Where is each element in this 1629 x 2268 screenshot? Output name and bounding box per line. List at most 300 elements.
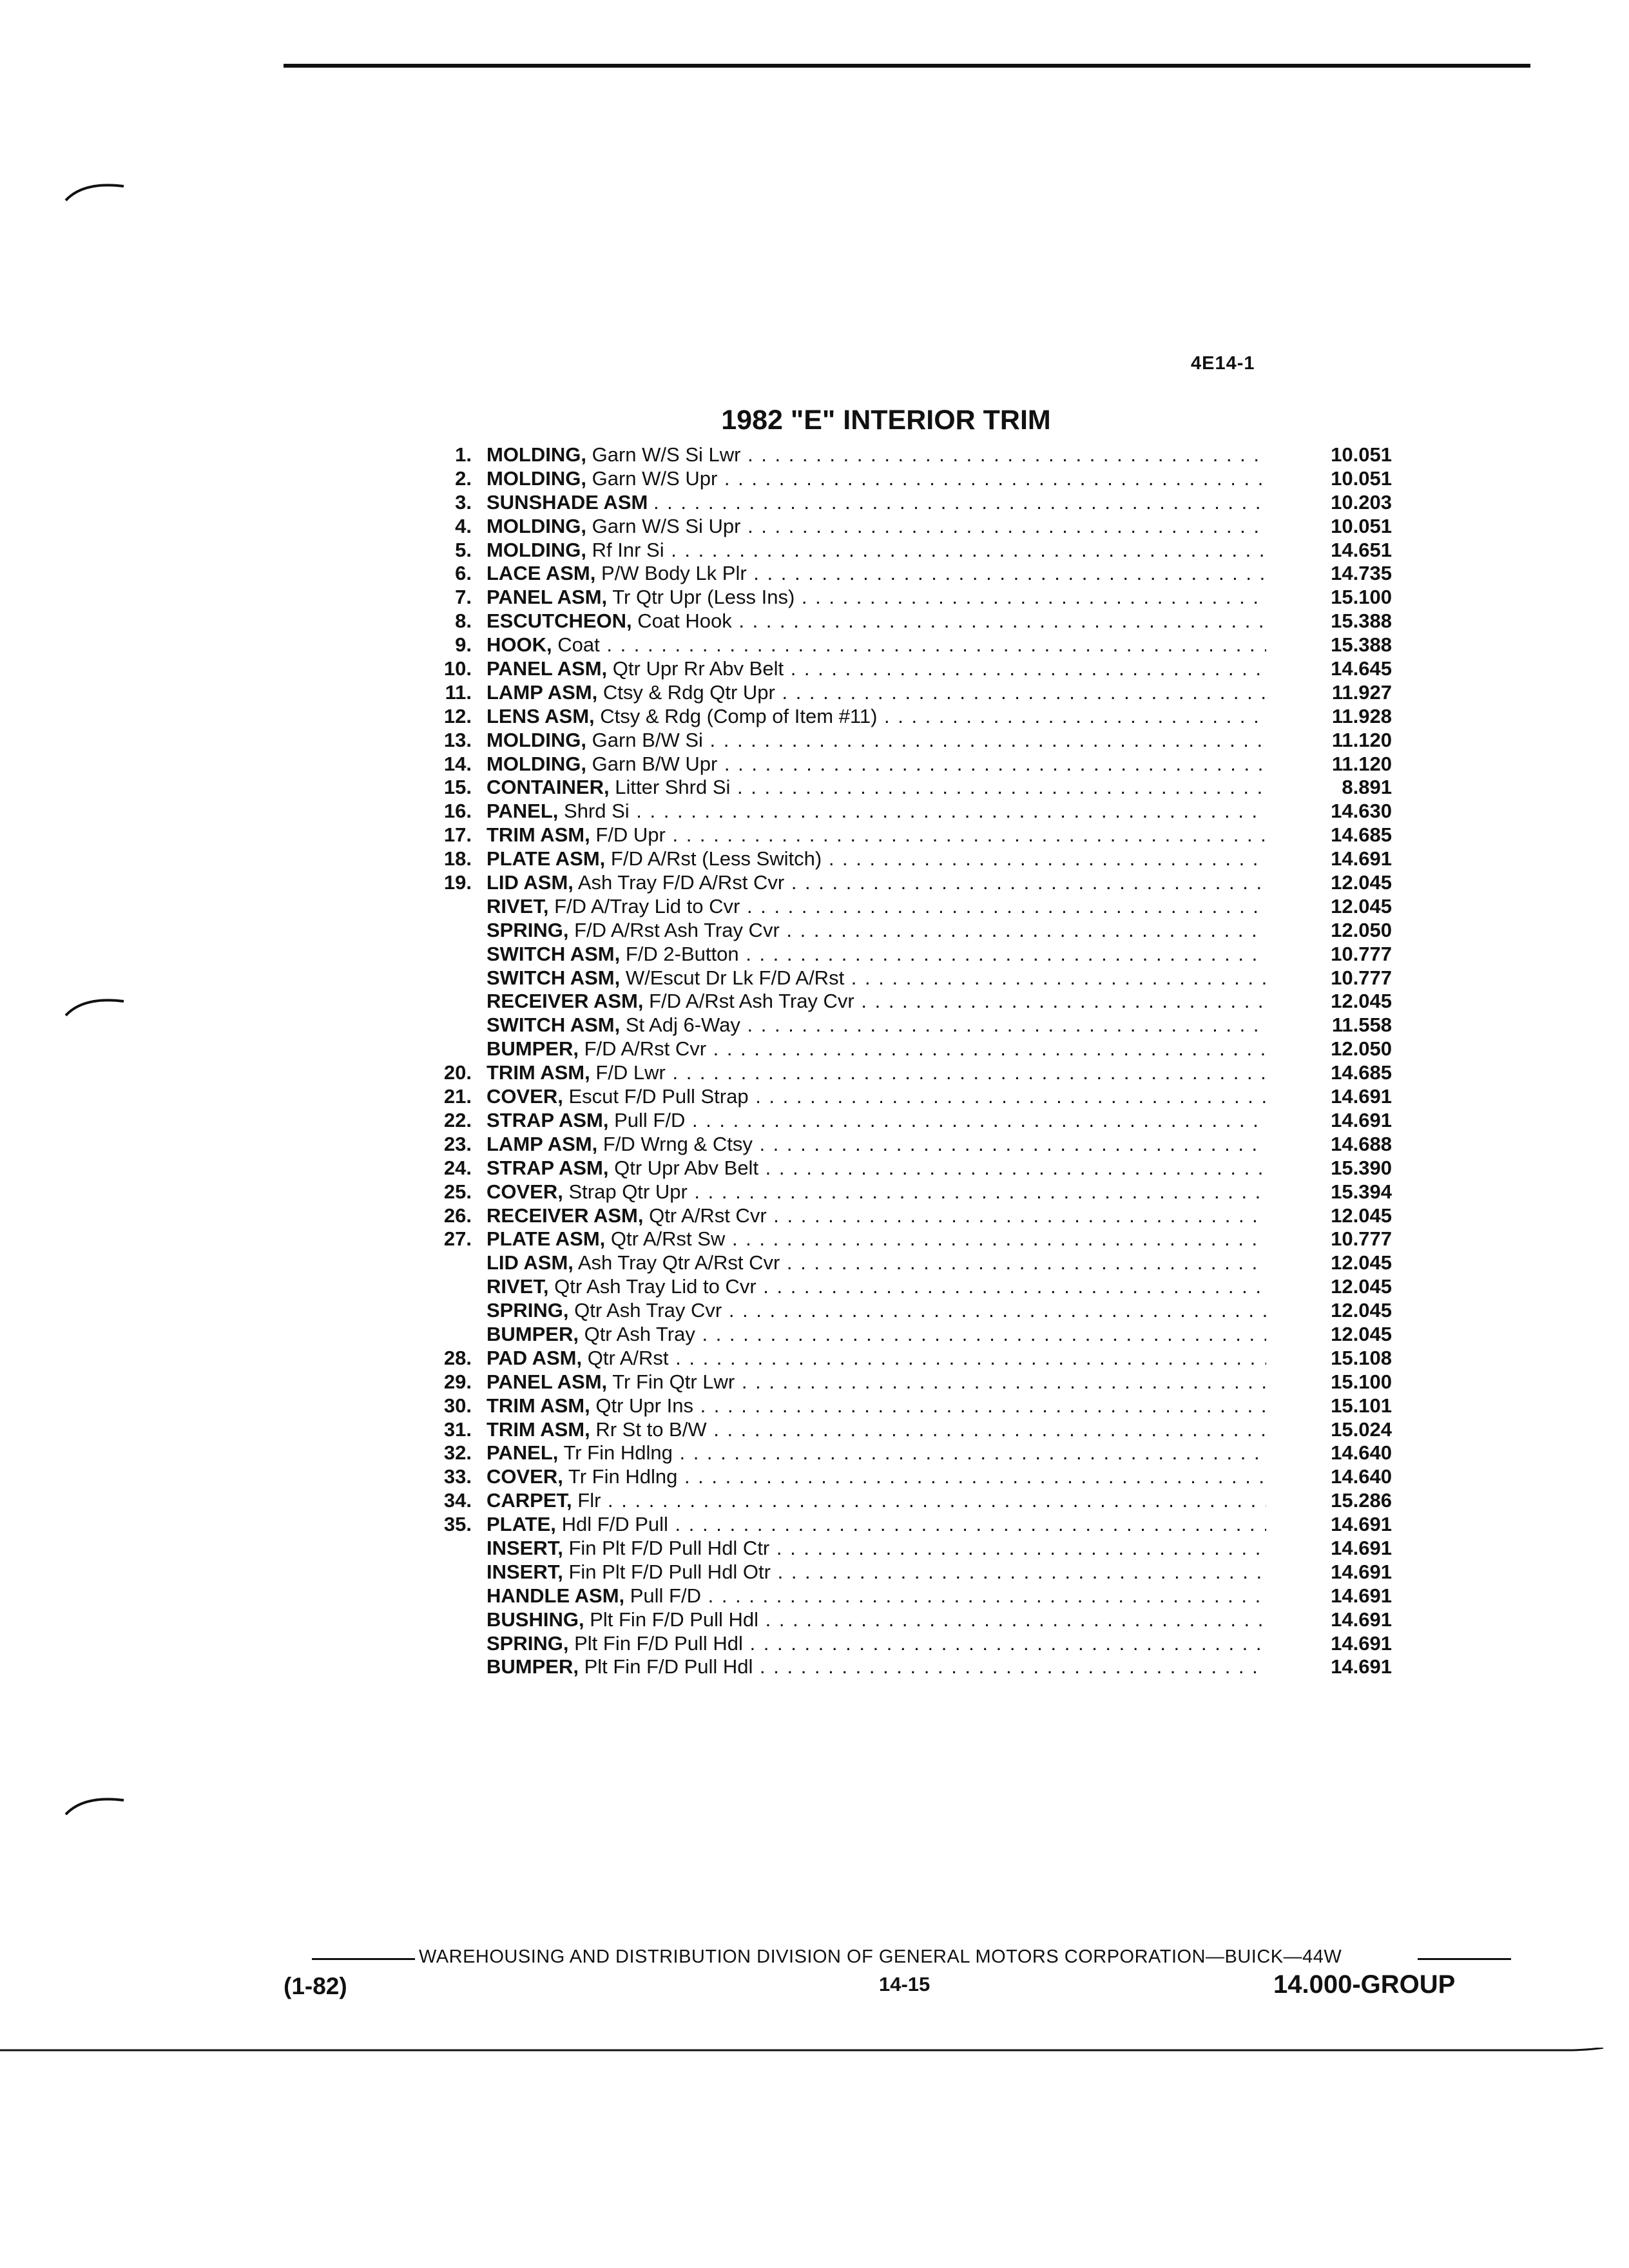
part-detail: F/D A/Rst Cvr — [584, 1037, 707, 1061]
part-name: PLATE ASM, — [487, 1227, 606, 1251]
part-detail: Garn B/W Si — [592, 728, 703, 751]
part-row — [412, 1061, 1392, 1085]
part-description — [487, 990, 1266, 1014]
part-name: PANEL, — [487, 800, 559, 823]
part-description — [487, 753, 1266, 776]
part-description — [487, 1655, 1266, 1679]
part-row — [412, 1489, 1392, 1513]
part-name: SWITCH ASM, — [487, 1014, 621, 1037]
part-description — [487, 1251, 1266, 1275]
part-row — [412, 681, 1392, 705]
part-name: INSERT, — [487, 1560, 563, 1583]
group-number: 14.691 — [1331, 1085, 1392, 1108]
item-number: 35. — [443, 1513, 472, 1536]
part-name: PANEL ASM, — [487, 1370, 608, 1393]
part-name: BUMPER, — [487, 1655, 579, 1678]
footer-rule-left — [312, 1958, 415, 1960]
part-detail: Coat — [557, 633, 600, 657]
part-name: CARPET, — [487, 1489, 572, 1512]
item-number: 3. — [455, 490, 472, 514]
group-number: 11.928 — [1331, 704, 1392, 727]
part-row — [412, 871, 1392, 895]
part-row — [412, 1465, 1392, 1489]
part-row — [412, 990, 1392, 1014]
part-row — [412, 943, 1392, 966]
part-detail: Fin Plt F/D Pull Hdl Ctr — [568, 1536, 770, 1559]
group-number: 10.777 — [1331, 966, 1392, 989]
part-detail: F/D Wrng & Ctsy — [602, 1132, 753, 1155]
group-number: 12.045 — [1331, 871, 1392, 894]
part-row — [412, 657, 1392, 681]
part-row — [412, 1561, 1392, 1584]
group-number: 15.100 — [1331, 1370, 1392, 1393]
part-name: PAD ASM, — [487, 1346, 583, 1369]
footer-rule-right — [1418, 1958, 1511, 1960]
part-detail: Strap Qtr Upr — [568, 1180, 688, 1203]
group-number: 12.050 — [1331, 918, 1392, 941]
part-row — [412, 586, 1392, 610]
part-row — [412, 705, 1392, 729]
item-number: 34. — [443, 1489, 472, 1512]
part-detail: Plt Fin F/D Pull Hdl — [584, 1655, 753, 1678]
part-detail: Escut F/D Pull Strap — [568, 1085, 749, 1108]
group-number: 14.645 — [1331, 657, 1392, 680]
part-detail: F/D 2-Button — [625, 942, 739, 965]
part-description — [487, 943, 1266, 966]
group-number: 14.691 — [1331, 847, 1392, 870]
part-name: CONTAINER, — [487, 776, 610, 799]
part-detail: W/Escut Dr Lk F/D A/Rst — [625, 966, 845, 989]
item-number: 16. — [443, 800, 472, 823]
group-number: 14.685 — [1331, 1061, 1392, 1084]
part-detail: Qtr Upr Abv Belt — [614, 1156, 759, 1179]
binder-hole-mark-bottom — [64, 1791, 129, 1817]
group-number: 11.120 — [1331, 752, 1392, 775]
group-number: 11.927 — [1331, 680, 1392, 704]
part-row — [412, 1275, 1392, 1299]
group-number: 14.640 — [1331, 1465, 1392, 1488]
part-row — [412, 776, 1392, 800]
item-number: 25. — [443, 1180, 472, 1203]
part-detail: Ash Tray Qtr A/Rst Cvr — [577, 1251, 780, 1274]
group-number: 11.558 — [1331, 1014, 1392, 1037]
part-description — [487, 1370, 1266, 1394]
part-description — [487, 1347, 1266, 1370]
part-row — [412, 729, 1392, 753]
item-number: 21. — [443, 1085, 472, 1108]
part-name: HANDLE ASM, — [487, 1584, 625, 1607]
part-row — [412, 515, 1392, 539]
part-detail: Tr Fin Hdlng — [568, 1465, 678, 1488]
group-number: 15.390 — [1331, 1156, 1392, 1179]
item-number: 7. — [455, 586, 472, 609]
part-name: RIVET, — [487, 894, 549, 918]
part-description — [487, 729, 1266, 753]
group-number: 12.045 — [1331, 990, 1392, 1013]
page-title: 1982 "E" INTERIOR TRIM — [721, 405, 1051, 436]
part-name: MOLDING, — [487, 538, 586, 561]
part-row — [412, 1537, 1392, 1561]
part-name: BUSHING, — [487, 1608, 584, 1631]
part-detail: Ctsy & Rdg Qtr Upr — [602, 680, 775, 704]
group-number: 14.735 — [1331, 562, 1392, 585]
part-detail: Pull F/D — [630, 1584, 701, 1607]
part-row — [412, 1227, 1392, 1251]
part-detail: Shrd Si — [564, 800, 630, 823]
part-row — [412, 1133, 1392, 1157]
part-name: BUMPER, — [487, 1037, 579, 1061]
part-detail: Qtr Ash Tray — [584, 1322, 695, 1345]
part-row — [412, 467, 1392, 491]
part-row — [412, 443, 1392, 467]
part-description — [487, 847, 1266, 871]
part-row — [412, 633, 1392, 657]
footer-page-number: 14-15 — [879, 1973, 930, 1995]
part-row — [412, 895, 1392, 919]
part-description — [487, 610, 1266, 633]
part-description — [487, 919, 1266, 943]
part-row — [412, 847, 1392, 871]
group-number: 8.891 — [1342, 776, 1392, 799]
part-name: PANEL, — [487, 1441, 559, 1465]
part-name: COVER, — [487, 1180, 563, 1203]
part-detail: Garn W/S Upr — [592, 466, 718, 490]
part-description — [487, 1441, 1266, 1465]
item-number: 6. — [455, 562, 472, 585]
part-row — [412, 539, 1392, 562]
item-number: 29. — [443, 1370, 472, 1393]
group-number: 14.691 — [1331, 1631, 1392, 1655]
footer-date: (1-82) — [284, 1973, 347, 1999]
part-description — [487, 895, 1266, 919]
part-description — [487, 1109, 1266, 1133]
group-number: 10.203 — [1331, 490, 1392, 514]
group-number: 15.024 — [1331, 1418, 1392, 1441]
part-name: TRIM ASM, — [487, 1418, 590, 1441]
group-number: 12.045 — [1331, 1322, 1392, 1345]
group-number: 15.100 — [1331, 586, 1392, 609]
part-description — [487, 1037, 1266, 1061]
part-description — [487, 1537, 1266, 1561]
item-number: 33. — [443, 1465, 472, 1488]
part-name: MOLDING, — [487, 514, 586, 537]
group-number: 15.108 — [1331, 1346, 1392, 1369]
part-row — [412, 1180, 1392, 1204]
part-name: SPRING, — [487, 1631, 569, 1655]
group-number: 12.045 — [1331, 894, 1392, 918]
part-name: RIVET, — [487, 1275, 549, 1298]
part-row — [412, 1085, 1392, 1109]
part-detail: Garn W/S Si Upr — [592, 514, 741, 537]
group-number: 10.051 — [1331, 514, 1392, 537]
part-row — [412, 1157, 1392, 1180]
part-name: ESCUTCHEON, — [487, 610, 632, 633]
item-number: 1. — [455, 443, 472, 466]
part-description — [487, 823, 1266, 847]
item-number: 8. — [455, 610, 472, 633]
part-detail: Qtr A/Rst — [587, 1346, 669, 1369]
part-row — [412, 562, 1392, 586]
item-number: 18. — [443, 847, 472, 870]
part-description — [487, 871, 1266, 895]
part-detail: Coat Hook — [637, 610, 732, 633]
group-number: 14.651 — [1331, 538, 1392, 561]
item-number: 20. — [443, 1061, 472, 1084]
part-detail: Tr Fin Hdlng — [563, 1441, 673, 1465]
part-row — [412, 1109, 1392, 1133]
part-description — [487, 1133, 1266, 1157]
part-detail: Rr St to B/W — [595, 1418, 707, 1441]
group-number: 12.045 — [1331, 1204, 1392, 1227]
item-number: 31. — [443, 1418, 472, 1441]
part-description — [487, 681, 1266, 705]
part-name: RECEIVER ASM, — [487, 1204, 644, 1227]
part-name: PANEL ASM, — [487, 657, 608, 680]
part-detail: Tr Qtr Upr (Less Ins) — [612, 586, 795, 609]
part-description — [487, 1014, 1266, 1037]
item-number: 28. — [443, 1346, 472, 1369]
part-detail: Pull F/D — [614, 1108, 686, 1131]
group-number: 14.691 — [1331, 1536, 1392, 1559]
part-row — [412, 1584, 1392, 1608]
part-detail: F/D Upr — [595, 823, 666, 847]
part-detail: Qtr A/Rst Cvr — [649, 1204, 767, 1227]
group-number: 11.120 — [1331, 728, 1392, 751]
part-detail: St Adj 6-Way — [625, 1014, 740, 1037]
part-row — [412, 753, 1392, 776]
item-number: 14. — [443, 752, 472, 775]
part-detail: Qtr A/Rst Sw — [610, 1227, 726, 1251]
group-number: 14.691 — [1331, 1560, 1392, 1583]
part-name: SPRING, — [487, 918, 569, 941]
part-row — [412, 1608, 1392, 1632]
group-number: 12.050 — [1331, 1037, 1392, 1061]
part-name: MOLDING, — [487, 752, 586, 775]
group-number: 14.691 — [1331, 1513, 1392, 1536]
item-number: 13. — [443, 728, 472, 751]
part-description — [487, 1584, 1266, 1608]
group-number: 14.688 — [1331, 1132, 1392, 1155]
group-number: 14.640 — [1331, 1441, 1392, 1465]
header-rule — [284, 64, 1530, 68]
part-description — [487, 515, 1266, 539]
item-number: 11. — [445, 680, 472, 704]
part-detail: Ash Tray F/D A/Rst Cvr — [577, 871, 785, 894]
part-description — [487, 1418, 1266, 1442]
group-number: 15.286 — [1331, 1489, 1392, 1512]
group-number: 14.685 — [1331, 823, 1392, 847]
part-row — [412, 1323, 1392, 1347]
page-code: 4E14-1 — [1191, 353, 1255, 374]
part-detail: Ctsy & Rdg (Comp of Item #11) — [600, 704, 878, 727]
item-number: 2. — [455, 466, 472, 490]
part-detail: Flr — [577, 1489, 601, 1512]
group-number: 12.045 — [1331, 1299, 1392, 1322]
part-name: MOLDING, — [487, 443, 586, 466]
part-row — [412, 823, 1392, 847]
part-row — [412, 610, 1392, 633]
part-row — [412, 1347, 1392, 1370]
part-detail: Litter Shrd Si — [615, 776, 731, 799]
part-row — [412, 1441, 1392, 1465]
part-description — [487, 1561, 1266, 1584]
part-description — [487, 1085, 1266, 1109]
item-number: 5. — [455, 538, 472, 561]
part-name: COVER, — [487, 1085, 563, 1108]
part-name: COVER, — [487, 1465, 563, 1488]
item-number: 27. — [443, 1227, 472, 1251]
part-detail: F/D A/Rst Ash Tray Cvr — [574, 918, 780, 941]
item-number: 9. — [455, 633, 472, 657]
part-description — [487, 1157, 1266, 1180]
part-name: SUNSHADE ASM — [487, 490, 648, 514]
part-detail: Garn W/S Si Lwr — [592, 443, 741, 466]
part-name: HOOK, — [487, 633, 552, 657]
group-number: 15.388 — [1331, 610, 1392, 633]
group-number: 15.388 — [1331, 633, 1392, 657]
item-number: 12. — [443, 704, 472, 727]
item-number: 23. — [443, 1132, 472, 1155]
part-description — [487, 705, 1266, 729]
item-number: 4. — [455, 514, 472, 537]
group-number: 14.630 — [1331, 800, 1392, 823]
part-row — [412, 1299, 1392, 1323]
group-number: 14.691 — [1331, 1608, 1392, 1631]
part-description — [487, 467, 1266, 491]
part-name: SWITCH ASM, — [487, 966, 621, 989]
part-row — [412, 1394, 1392, 1418]
part-description — [487, 1489, 1266, 1513]
group-number: 12.045 — [1331, 1251, 1392, 1274]
part-description — [487, 966, 1266, 990]
part-detail: F/D A/Tray Lid to Cvr — [554, 894, 740, 918]
part-detail: Garn B/W Upr — [592, 752, 718, 775]
part-name: LENS ASM, — [487, 704, 595, 727]
part-name: LAMP ASM, — [487, 680, 598, 704]
item-number: 10. — [443, 657, 472, 680]
part-name: LID ASM, — [487, 1251, 574, 1274]
item-number: 22. — [443, 1108, 472, 1131]
part-detail: Hdl F/D Pull — [561, 1513, 668, 1536]
part-name: PLATE ASM, — [487, 847, 606, 870]
footer-publisher: WAREHOUSING AND DISTRIBUTION DIVISION OF GENERAL MOTORS CORPORATION—BUICK—44W — [419, 1946, 1342, 1967]
part-row — [412, 1204, 1392, 1228]
part-row — [412, 1418, 1392, 1442]
part-name: SPRING, — [487, 1299, 569, 1322]
part-row — [412, 1037, 1392, 1061]
part-description — [487, 443, 1266, 467]
part-row — [412, 1370, 1392, 1394]
group-number: 10.051 — [1331, 443, 1392, 466]
part-description — [487, 1394, 1266, 1418]
group-number: 14.691 — [1331, 1655, 1392, 1678]
group-number: 12.045 — [1331, 1275, 1392, 1298]
part-row — [412, 1655, 1392, 1679]
part-description — [487, 1608, 1266, 1632]
part-row — [412, 1251, 1392, 1275]
part-detail: Plt Fin F/D Pull Hdl — [590, 1608, 759, 1631]
item-number: 24. — [443, 1156, 472, 1179]
part-description — [487, 1204, 1266, 1228]
part-name: PANEL ASM, — [487, 586, 608, 609]
part-detail: Rf Inr Si — [592, 538, 664, 561]
item-number: 30. — [443, 1394, 472, 1417]
part-detail: Qtr Upr Ins — [595, 1394, 693, 1417]
part-description — [487, 586, 1266, 610]
part-name: MOLDING, — [487, 728, 586, 751]
group-number: 15.101 — [1331, 1394, 1392, 1417]
part-row — [412, 491, 1392, 515]
part-detail: Tr Fin Qtr Lwr — [612, 1370, 735, 1393]
part-detail: F/D Lwr — [595, 1061, 666, 1084]
part-row — [412, 966, 1392, 990]
item-number: 26. — [443, 1204, 472, 1227]
part-row — [412, 800, 1392, 823]
part-detail: F/D A/Rst Ash Tray Cvr — [649, 990, 854, 1013]
parts-list — [412, 443, 1392, 1679]
part-name: TRIM ASM, — [487, 823, 590, 847]
part-description — [487, 539, 1266, 562]
group-number: 15.394 — [1331, 1180, 1392, 1203]
group-number: 10.777 — [1331, 942, 1392, 965]
part-name: LAMP ASM, — [487, 1132, 598, 1155]
part-detail: Qtr Upr Rr Abv Belt — [612, 657, 784, 680]
binder-hole-mark-middle — [64, 992, 129, 1018]
part-description — [487, 1299, 1266, 1323]
part-detail: Qtr Ash Tray Lid to Cvr — [554, 1275, 757, 1298]
part-detail: Qtr Ash Tray Cvr — [574, 1299, 722, 1322]
part-row — [412, 1014, 1392, 1037]
part-description — [487, 1323, 1266, 1347]
part-name: BUMPER, — [487, 1322, 579, 1345]
part-description — [487, 491, 1266, 515]
part-description — [487, 633, 1266, 657]
part-name: STRAP ASM, — [487, 1108, 609, 1131]
part-description — [487, 1227, 1266, 1251]
part-name: RECEIVER ASM, — [487, 990, 644, 1013]
part-name: STRAP ASM, — [487, 1156, 609, 1179]
bottom-rule — [0, 2048, 1605, 2050]
item-number: 32. — [443, 1441, 472, 1465]
part-name: SWITCH ASM, — [487, 942, 621, 965]
part-detail: F/D A/Rst (Less Switch) — [610, 847, 822, 870]
part-detail: Plt Fin F/D Pull Hdl — [574, 1631, 743, 1655]
part-detail: P/W Body Lk Plr — [601, 562, 747, 585]
item-number: 17. — [443, 823, 472, 847]
part-description — [487, 1275, 1266, 1299]
part-name: MOLDING, — [487, 466, 586, 490]
part-description — [487, 562, 1266, 586]
part-name: LACE ASM, — [487, 562, 596, 585]
part-description — [487, 1513, 1266, 1537]
group-number: 14.691 — [1331, 1108, 1392, 1131]
group-number: 10.777 — [1331, 1227, 1392, 1251]
part-row — [412, 1513, 1392, 1537]
part-description — [487, 657, 1266, 681]
part-row — [412, 919, 1392, 943]
item-number: 19. — [443, 871, 472, 894]
part-description — [487, 1465, 1266, 1489]
item-number: 15. — [443, 776, 472, 799]
part-name: INSERT, — [487, 1536, 563, 1559]
part-description — [487, 1180, 1266, 1204]
part-description — [487, 776, 1266, 800]
part-description — [487, 800, 1266, 823]
part-detail: Fin Plt F/D Pull Hdl Otr — [568, 1560, 771, 1583]
part-name: TRIM ASM, — [487, 1061, 590, 1084]
part-row — [412, 1632, 1392, 1656]
part-name: TRIM ASM, — [487, 1394, 590, 1417]
